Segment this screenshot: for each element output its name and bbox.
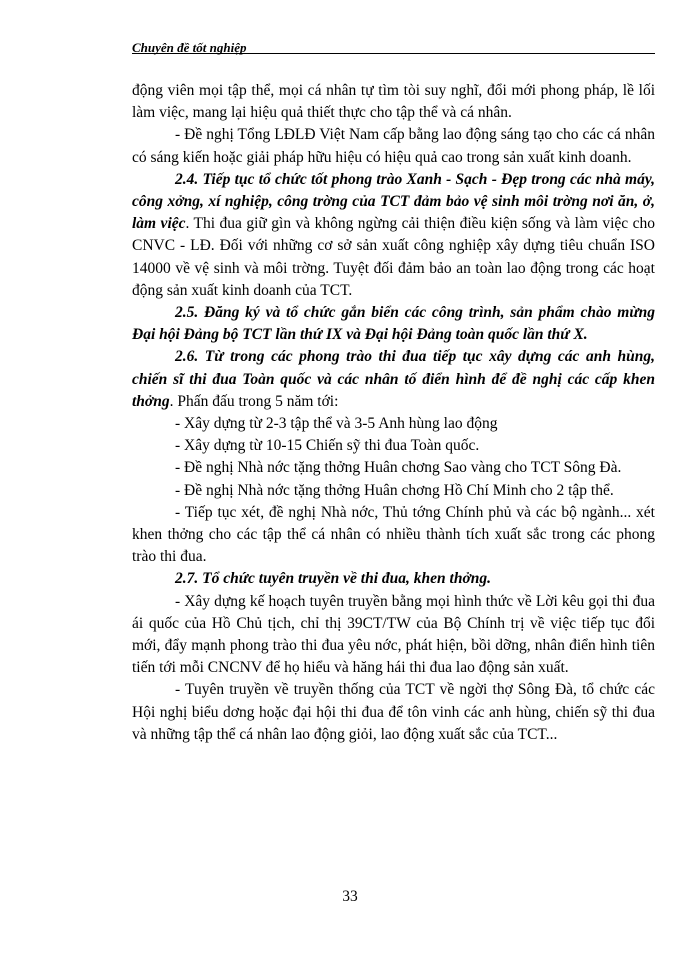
section-paragraph	[132, 346, 655, 413]
paragraph-text: - Xây dựng kế hoạch tuyên truyền bằng mọi hình thức về Lời kêu gọi thi đua ái quốc của Hồ Chủ tịch, chỉ thị 39CT/TW của Bộ Chính trị về việc tiếp tục đổi mới, đẩy mạnh phong trào thi đua yêu nớc, phát hiện, bồi dỡng, nhân điển hình tiên tiến tới mỗi CNCNV để họ hiểu và hăng hái thi đua lao động sản xuất.	[132, 592, 655, 677]
body-paragraph	[132, 435, 655, 457]
section-heading: 2.4. Tiếp tục tổ chức tốt phong trào Xanh - Sạch - Đẹp trong các nhà máy, công xởng, xí nghiệp, công trờng của TCT đảm bảo vệ sinh môi trờng nơi ăn, ở, làm việc	[132, 170, 655, 233]
section-paragraph	[132, 169, 655, 302]
paragraph-text: . Phấn đấu trong 5 năm tới:	[169, 392, 339, 410]
header-divider	[132, 53, 655, 54]
paragraph-text: - Tiếp tục xét, đề nghị Nhà nớc, Thủ tớng Chính phủ và các bộ ngành... xét khen thởng cho các tập thể cá nhân có nhiều thành tích xuất sắc trong các phong trào thi đua.	[132, 503, 655, 566]
body-paragraph	[132, 80, 655, 124]
document-body	[132, 80, 655, 746]
body-paragraph	[132, 413, 655, 435]
paragraph-text: - Tuyên truyền về truyền thống của TCT về ngời thợ Sông Đà, tổ chức các Hội nghị biểu dơng hoặc đại hội thi đua để tôn vinh các anh hùng, chiến sỹ thi đua và những tập thể cá nhân lao động giỏi, lao động xuất sắc của TCT...	[132, 681, 655, 743]
section-heading: 2.5. Đăng ký và tổ chức gắn biển các công trình, sản phẩm chào mừng Đại hội Đảng bộ TCT lần thứ IX và Đại hội Đảng toàn quốc lần thứ X.	[132, 304, 655, 344]
section-heading: 2.6. Từ trong các phong trào thi đua tiếp tục xây dựng các anh hùng, chiến sĩ thi đua Toàn quốc và các nhân tố điển hình để đề nghị các cấp khen thởng	[132, 348, 655, 410]
paragraph-text: - Xây dựng từ 10-15 Chiến sỹ thi đua Toàn quốc.	[175, 437, 480, 455]
paragraph-text: - Đề nghị Nhà nớc tặng thởng Huân chơng Hồ Chí Minh cho 2 tập thể.	[175, 481, 614, 499]
body-paragraph	[132, 679, 655, 746]
paragraph-text: động viên mọi tập thể, mọi cá nhân tự tìm tòi suy nghĩ, đổi mới phong pháp, lề lối làm việc, mang lại hiệu quả thiết thực cho tập thể và cá nhân.	[132, 82, 655, 122]
section-paragraph	[132, 302, 655, 346]
section-heading: 2.7. Tổ chức tuyên truyền về thi đua, khen thởng.	[175, 570, 492, 588]
paragraph-text: . Thi đua giữ gìn và không ngừng cải thiện điều kiện sống và làm việc cho CNVC - LĐ. Đối với những cơ sở sản xuất công nghiệp xây dựng tiêu chuẩn ISO 14000 về vệ sinh và môi trờng. Tuyệt đối đảm bảo an toàn lao động trong các hoạt động sản xuất kinh doanh của TCT.	[132, 215, 656, 299]
section-paragraph	[132, 568, 655, 590]
body-paragraph	[132, 502, 655, 569]
body-paragraph	[132, 457, 655, 479]
body-paragraph	[132, 480, 655, 502]
paragraph-text: - Đề nghị Nhà nớc tặng thởng Huân chơng Sao vàng cho TCT Sông Đà.	[175, 459, 622, 477]
running-header-title: Chuyên đề tốt nghiệp	[132, 40, 247, 55]
body-paragraph	[132, 591, 655, 680]
paragraph-text: - Đề nghị Tổng LĐLĐ Việt Nam cấp bằng lao động sáng tạo cho các cá nhân có sáng kiến hoặc giải pháp hữu hiệu có hiệu quả cao trong sản xuất kinh doanh.	[132, 126, 655, 166]
paragraph-text: - Xây dựng từ 2-3 tập thể và 3-5 Anh hùng lao động	[175, 415, 498, 433]
body-paragraph	[132, 124, 655, 168]
page-number: 33	[342, 888, 358, 905]
